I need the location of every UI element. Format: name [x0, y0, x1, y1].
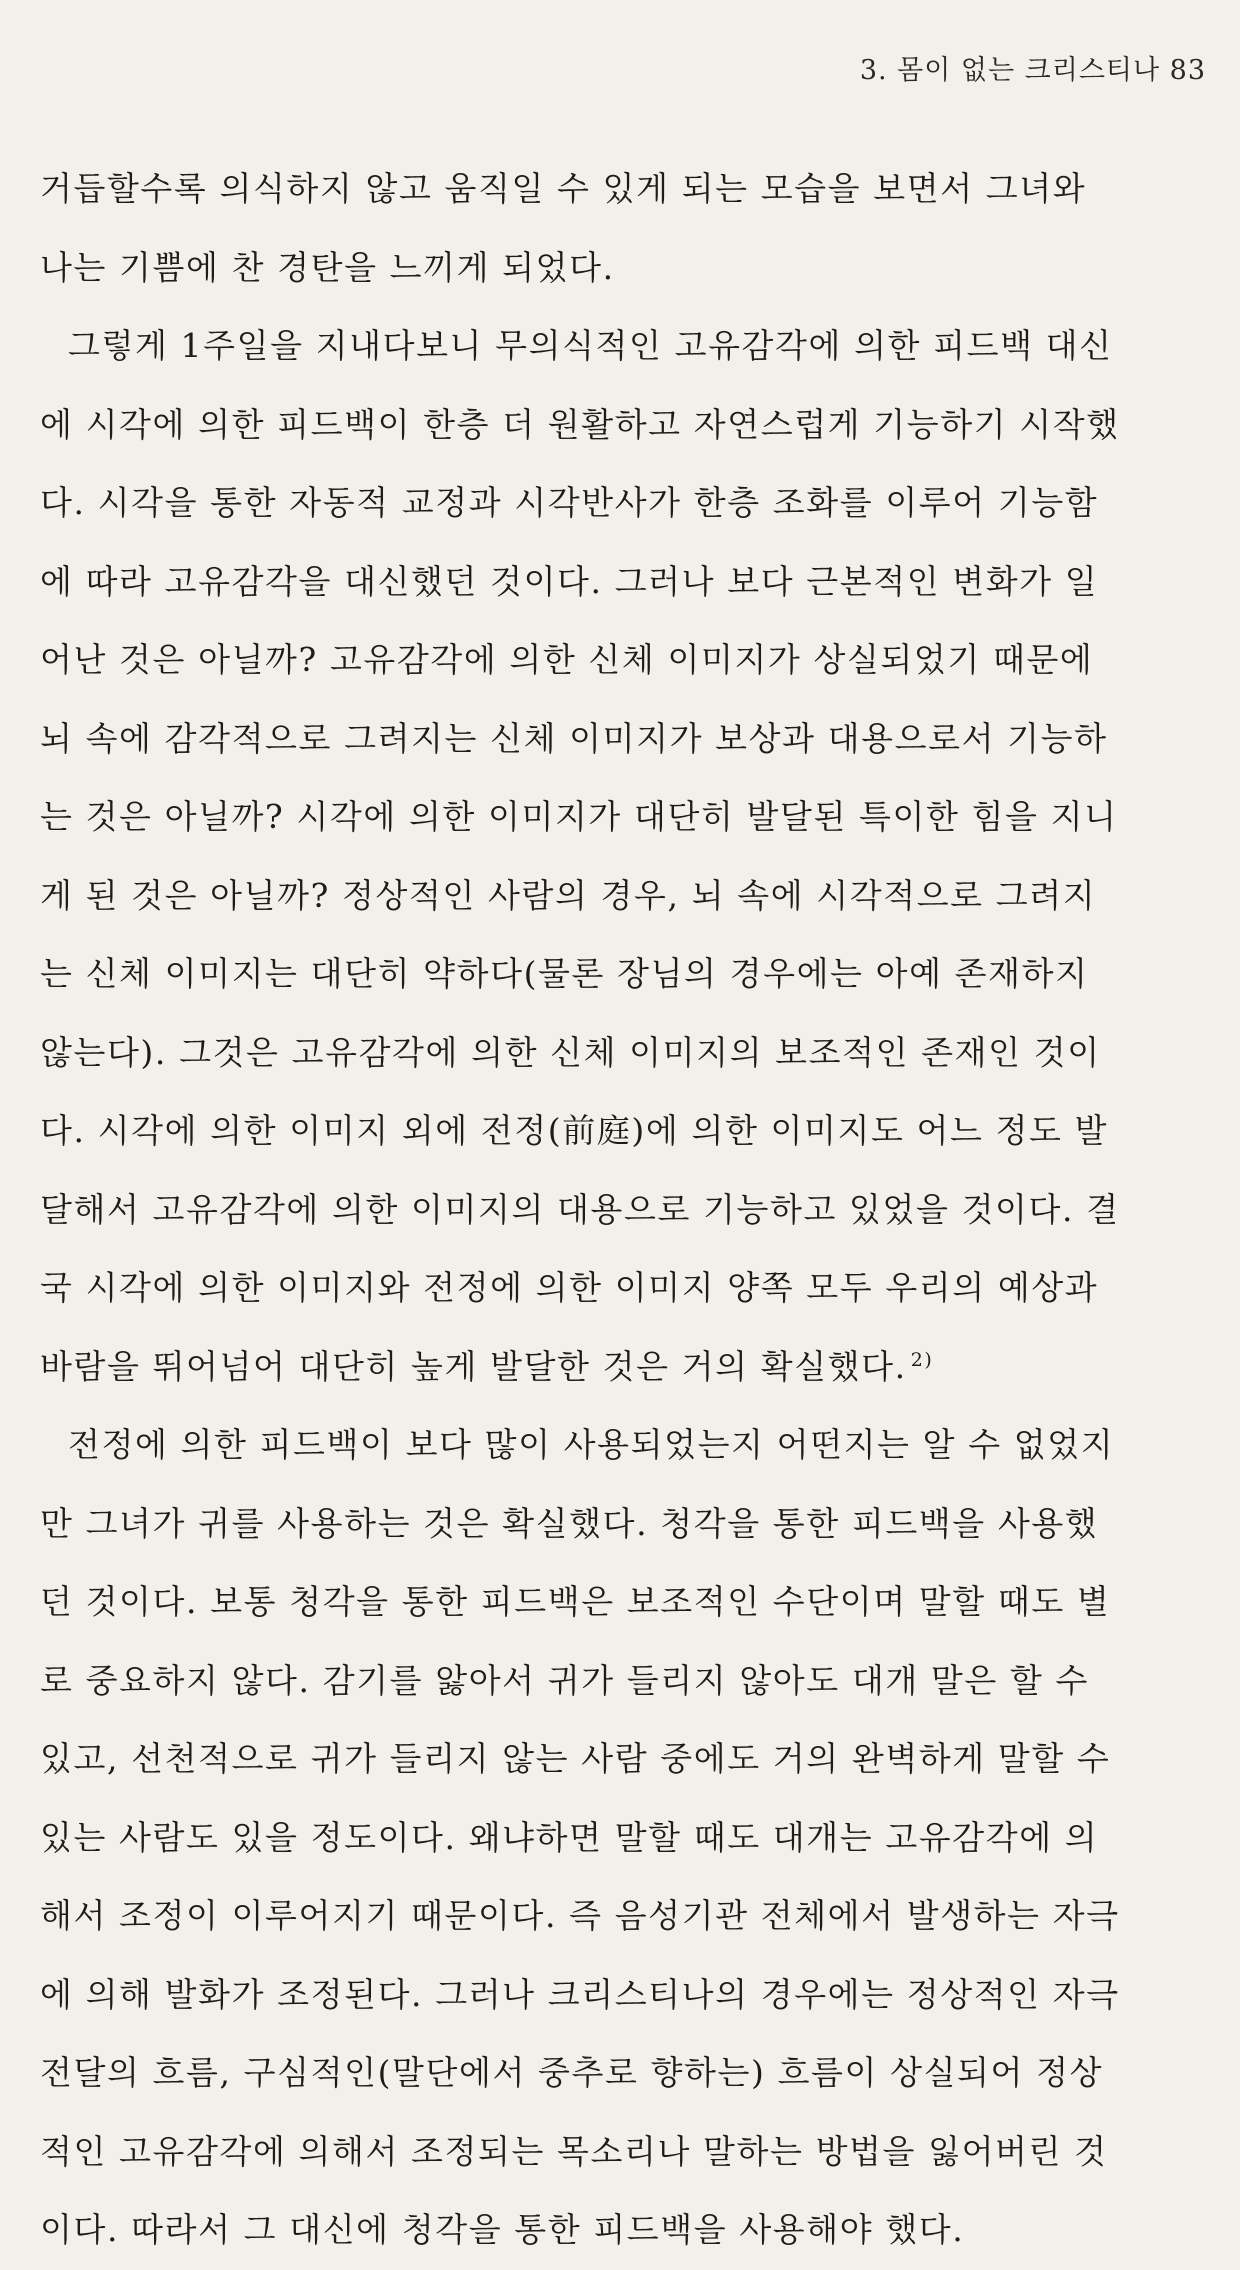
text-line: 뇌 속에 감각적으로 그려지는 신체 이미지가 보상과 대용으로서 기능하	[40, 718, 1108, 758]
text-line: 이다. 따라서 그 대신에 청각을 통한 피드백을 사용해야 했다.	[40, 2210, 965, 2249]
text-line: 다. 시각을 통한 자동적 교정과 시각반사가 한층 조화를 이루어 기능함	[40, 483, 1099, 522]
footnote-marker: 2)	[910, 1348, 934, 1371]
text-line: 에 따라 고유감각을 대신했던 것이다. 그러나 보다 근본적인 변화가 일	[40, 561, 1099, 601]
text-line: 있고, 선천적으로 귀가 들리지 않는 사람 중에도 거의 완벽하게 말할 수	[40, 1739, 1111, 1778]
text-line: 해서 조정이 이루어지기 때문이다. 즉 음성기관 전체에서 발생하는 자극	[40, 1896, 1120, 1935]
text-line: 나는 기쁨에 찬 경탄을 느끼게 되었다.	[40, 247, 615, 287]
text-line: 그렇게 1주일을 지내다보니 무의식적인 고유감각에 의한 피드백 대신	[68, 326, 1113, 365]
text-line: 어난 것은 아닐까? 고유감각에 의한 신체 이미지가 상실되었기 때문에	[40, 640, 1094, 679]
text-line: 바람을 뛰어넘어 대단히 높게 발달한 것은 거의 확실했다.	[40, 1346, 907, 1386]
paragraph-3	[40, 1406, 1210, 2270]
text-line: 로 중요하지 않다. 감기를 앓아서 귀가 들리지 않아도 대개 말은 할 수	[40, 1660, 1089, 1700]
text-line: 는 것은 아닐까? 시각에 의한 이미지가 대단히 발달된 특이한 힘을 지니	[40, 797, 1118, 836]
text-line: 않는다). 그것은 고유감각에 의한 신체 이미지의 보조적인 존재인 것이	[40, 1032, 1101, 1072]
text-line: 에 시각에 의한 피드백이 한층 더 원활하고 자연스럽게 기능하기 시작했	[40, 404, 1120, 444]
text-line: 달해서 고유감각에 의한 이미지의 대용으로 기능하고 있었을 것이다. 결	[40, 1189, 1120, 1229]
paragraph-1	[40, 150, 1210, 307]
text-line: 던 것이다. 보통 청각을 통한 피드백은 보조적인 수단이며 말할 때도 별	[40, 1582, 1111, 1621]
paragraph-2	[40, 307, 1210, 1406]
text-line: 국 시각에 의한 이미지와 전정에 의한 이미지 양쪽 모두 우리의 예상과	[40, 1268, 1099, 1307]
text-line: 거듭할수록 의식하지 않고 움직일 수 있게 되는 모습을 보면서 그녀와	[40, 169, 1087, 208]
running-header: 3. 몸이 없는 크리스티나 83	[859, 55, 1206, 86]
text-line: 에 의해 발화가 조정된다. 그러나 크리스티나의 경우에는 정상적인 자극	[40, 1974, 1120, 2014]
text-line: 만 그녀가 귀를 사용하는 것은 확실했다. 청각을 통한 피드백을 사용했	[40, 1503, 1099, 1543]
text-line-with-footnote	[40, 1328, 1210, 1407]
text-line: 게 된 것은 아닐까? 정상적인 사람의 경우, 뇌 속에 시각적으로 그려지	[40, 875, 1097, 915]
text-line: 적인 고유감각에 의해서 조정되는 목소리나 말하는 방법을 잃어버린 것	[40, 2131, 1108, 2171]
text-line: 전달의 흐름, 구심적인(말단에서 중추로 향하는) 흐름이 상실되어 정상	[40, 2053, 1104, 2092]
text-line: 전정에 의한 피드백이 보다 많이 사용되었는지 어떤지는 알 수 없었지	[68, 1425, 1115, 1464]
text-line: 는 신체 이미지는 대단히 약하다(물론 장님의 경우에는 아예 존재하지	[40, 954, 1089, 993]
text-line: 다. 시각에 의한 이미지 외에 전정(前庭)에 의한 이미지도 어느 정도 발	[40, 1111, 1109, 1150]
text-line: 있는 사람도 있을 정도이다. 왜냐하면 말할 때도 대개는 고유감각에 의	[40, 1817, 1099, 1857]
